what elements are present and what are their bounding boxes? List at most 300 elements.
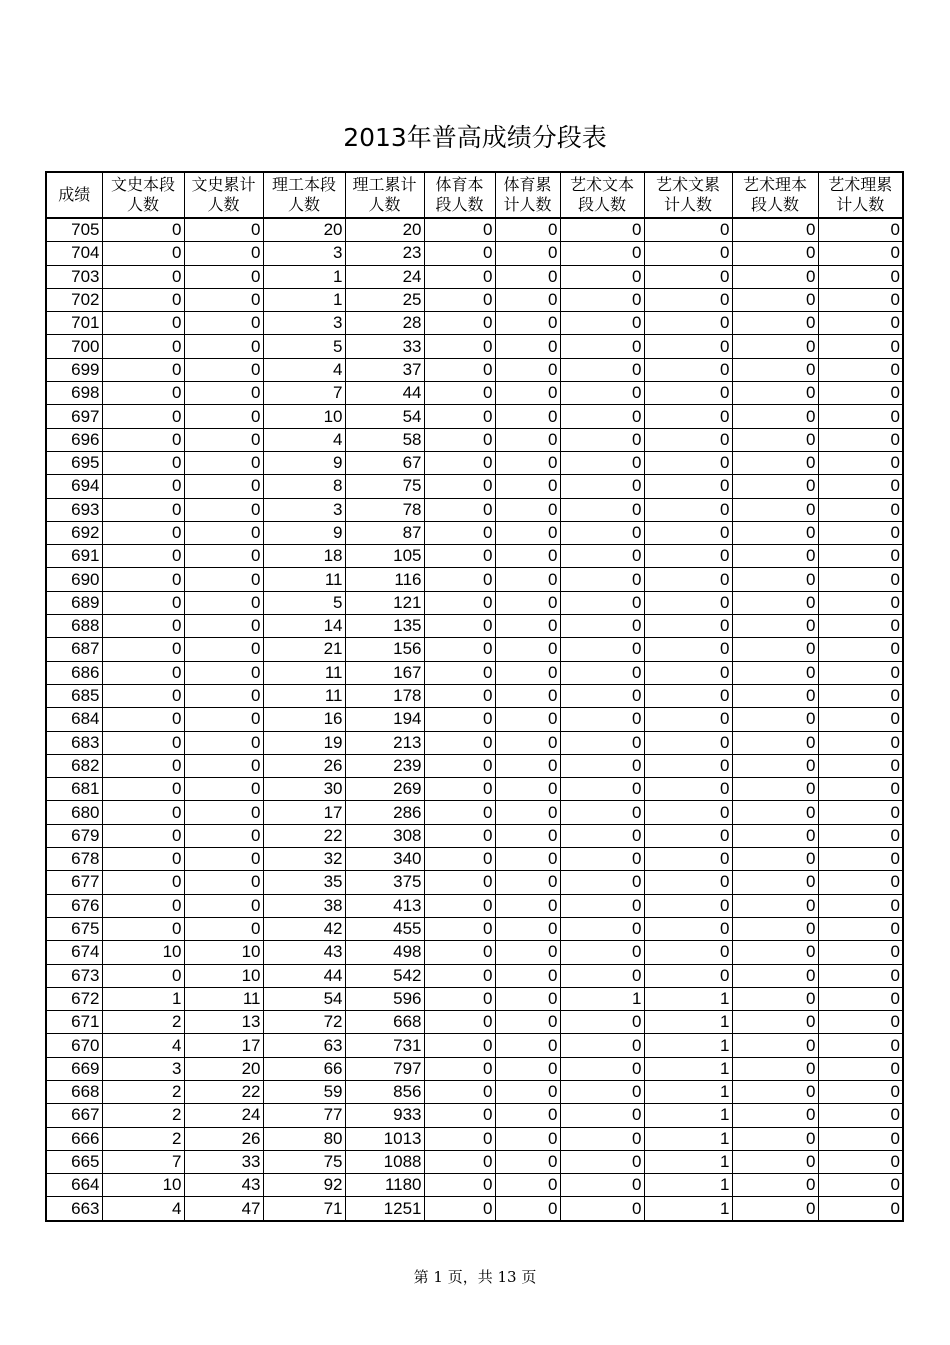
- cell-art-science-segment-count: 0: [732, 1127, 818, 1150]
- header-arts-cumulative-count: [184, 172, 263, 218]
- cell-arts-cumulative-count: 0: [184, 312, 263, 335]
- cell-score: 697: [46, 405, 102, 428]
- cell-art-science-segment-count: 0: [732, 358, 818, 381]
- cell-art-arts-segment-count: 0: [560, 1011, 644, 1034]
- cell-art-science-segment-count: 0: [732, 218, 818, 242]
- cell-arts-cumulative-count: 0: [184, 405, 263, 428]
- cell-art-arts-segment-count: 0: [560, 358, 644, 381]
- cell-art-arts-cumulative-count: 1: [644, 1150, 732, 1173]
- cell-sports-segment-count: 0: [424, 871, 495, 894]
- cell-science-cumulative-count: 269: [345, 778, 424, 801]
- cell-art-science-segment-count: 0: [732, 754, 818, 777]
- cell-art-arts-segment-count: 0: [560, 731, 644, 754]
- cell-sports-cumulative-count: 0: [495, 615, 560, 638]
- cell-art-science-segment-count: 0: [732, 894, 818, 917]
- cell-arts-cumulative-count: 0: [184, 894, 263, 917]
- cell-art-science-segment-count: 0: [732, 638, 818, 661]
- cell-art-arts-cumulative-count: 0: [644, 894, 732, 917]
- cell-science-segment-count: 80: [263, 1127, 345, 1150]
- cell-art-science-cumulative-count: 0: [818, 754, 903, 777]
- cell-arts-cumulative-count: 0: [184, 288, 263, 311]
- cell-art-science-cumulative-count: 0: [818, 708, 903, 731]
- cell-arts-segment-count: 0: [102, 848, 184, 871]
- header-score: [46, 172, 102, 218]
- header-line: 段人数: [577, 195, 626, 214]
- cell-arts-segment-count: 0: [102, 824, 184, 847]
- cell-science-segment-count: 17: [263, 801, 345, 824]
- header-art-science-segment-count: [732, 172, 818, 218]
- table-row: [46, 521, 903, 544]
- cell-science-segment-count: 1: [263, 265, 345, 288]
- cell-score: 691: [46, 545, 102, 568]
- cell-science-segment-count: 4: [263, 358, 345, 381]
- header-line: 理工本段: [271, 175, 336, 194]
- cell-art-science-segment-count: 0: [732, 941, 818, 964]
- cell-arts-segment-count: 3: [102, 1057, 184, 1080]
- cell-sports-segment-count: 0: [424, 894, 495, 917]
- cell-arts-cumulative-count: 0: [184, 615, 263, 638]
- cell-sports-segment-count: 0: [424, 1150, 495, 1173]
- cell-score: 663: [46, 1197, 102, 1221]
- cell-score: 695: [46, 451, 102, 474]
- cell-science-cumulative-count: 20: [345, 218, 424, 242]
- cell-art-science-segment-count: 0: [732, 312, 818, 335]
- header-science-cumulative-count: [345, 172, 424, 218]
- header-line: 艺术文累: [655, 175, 720, 194]
- cell-art-arts-segment-count: 0: [560, 964, 644, 987]
- cell-sports-segment-count: 0: [424, 1034, 495, 1057]
- cell-science-cumulative-count: 1013: [345, 1127, 424, 1150]
- cell-score: 672: [46, 987, 102, 1010]
- cell-sports-cumulative-count: 0: [495, 754, 560, 777]
- cell-arts-cumulative-count: 0: [184, 218, 263, 242]
- cell-science-segment-count: 72: [263, 1011, 345, 1034]
- cell-arts-cumulative-count: 0: [184, 708, 263, 731]
- cell-science-cumulative-count: 24: [345, 265, 424, 288]
- cell-score: 674: [46, 941, 102, 964]
- cell-sports-segment-count: 0: [424, 1011, 495, 1034]
- cell-art-science-cumulative-count: 0: [818, 615, 903, 638]
- cell-art-science-cumulative-count: 0: [818, 1104, 903, 1127]
- cell-score: 702: [46, 288, 102, 311]
- table-row: [46, 312, 903, 335]
- cell-art-arts-cumulative-count: 0: [644, 242, 732, 265]
- header-arts-segment-count: [102, 172, 184, 218]
- cell-science-cumulative-count: 596: [345, 987, 424, 1010]
- cell-arts-cumulative-count: 33: [184, 1150, 263, 1173]
- cell-sports-segment-count: 0: [424, 1104, 495, 1127]
- cell-art-arts-segment-count: 0: [560, 428, 644, 451]
- cell-score: 665: [46, 1150, 102, 1173]
- cell-art-arts-cumulative-count: 0: [644, 731, 732, 754]
- cell-arts-segment-count: 2: [102, 1104, 184, 1127]
- cell-arts-cumulative-count: 0: [184, 917, 263, 940]
- cell-score: 685: [46, 684, 102, 707]
- cell-score: 664: [46, 1174, 102, 1197]
- cell-art-science-segment-count: 0: [732, 521, 818, 544]
- cell-art-arts-segment-count: 0: [560, 1034, 644, 1057]
- cell-art-science-segment-count: 0: [732, 591, 818, 614]
- cell-art-science-cumulative-count: 0: [818, 498, 903, 521]
- cell-science-segment-count: 75: [263, 1150, 345, 1173]
- cell-arts-segment-count: 0: [102, 661, 184, 684]
- cell-score: 701: [46, 312, 102, 335]
- cell-arts-cumulative-count: 0: [184, 568, 263, 591]
- cell-sports-segment-count: 0: [424, 358, 495, 381]
- cell-arts-segment-count: 4: [102, 1197, 184, 1221]
- cell-art-science-cumulative-count: 0: [818, 941, 903, 964]
- cell-art-arts-cumulative-count: 0: [644, 265, 732, 288]
- cell-science-segment-count: 66: [263, 1057, 345, 1080]
- cell-art-arts-segment-count: 0: [560, 708, 644, 731]
- cell-arts-cumulative-count: 0: [184, 358, 263, 381]
- cell-art-science-segment-count: 0: [732, 1034, 818, 1057]
- cell-arts-cumulative-count: 0: [184, 824, 263, 847]
- header-science-segment-count: [263, 172, 345, 218]
- cell-art-arts-segment-count: 1: [560, 987, 644, 1010]
- cell-art-science-segment-count: 0: [732, 1174, 818, 1197]
- cell-art-science-segment-count: 0: [732, 475, 818, 498]
- cell-score: 678: [46, 848, 102, 871]
- header-line: 艺术文本: [569, 175, 634, 194]
- cell-sports-cumulative-count: 0: [495, 545, 560, 568]
- cell-art-science-cumulative-count: 0: [818, 894, 903, 917]
- cell-sports-segment-count: 0: [424, 684, 495, 707]
- cell-science-segment-count: 71: [263, 1197, 345, 1221]
- cell-art-arts-cumulative-count: 1: [644, 1057, 732, 1080]
- cell-arts-segment-count: 2: [102, 1127, 184, 1150]
- cell-arts-segment-count: 0: [102, 731, 184, 754]
- cell-score: 700: [46, 335, 102, 358]
- cell-science-cumulative-count: 498: [345, 941, 424, 964]
- cell-arts-cumulative-count: 0: [184, 731, 263, 754]
- cell-art-science-segment-count: 0: [732, 848, 818, 871]
- cell-art-science-cumulative-count: 0: [818, 335, 903, 358]
- cell-science-segment-count: 20: [263, 218, 345, 242]
- cell-science-segment-count: 9: [263, 521, 345, 544]
- cell-arts-segment-count: 0: [102, 242, 184, 265]
- cell-arts-cumulative-count: 11: [184, 987, 263, 1010]
- cell-sports-segment-count: 0: [424, 335, 495, 358]
- cell-art-arts-segment-count: 0: [560, 1104, 644, 1127]
- cell-score: 688: [46, 615, 102, 638]
- table-row: [46, 1150, 903, 1173]
- cell-art-arts-segment-count: 0: [560, 778, 644, 801]
- cell-art-science-segment-count: 0: [732, 987, 818, 1010]
- cell-arts-segment-count: 0: [102, 894, 184, 917]
- cell-science-segment-count: 92: [263, 1174, 345, 1197]
- header-line: 体育累: [503, 175, 552, 194]
- cell-arts-segment-count: 0: [102, 335, 184, 358]
- cell-art-arts-segment-count: 0: [560, 312, 644, 335]
- cell-score: 670: [46, 1034, 102, 1057]
- cell-score: 705: [46, 218, 102, 242]
- cell-arts-cumulative-count: 0: [184, 451, 263, 474]
- cell-art-arts-segment-count: 0: [560, 288, 644, 311]
- cell-science-cumulative-count: 375: [345, 871, 424, 894]
- cell-science-cumulative-count: 340: [345, 848, 424, 871]
- cell-science-segment-count: 1: [263, 288, 345, 311]
- cell-sports-segment-count: 0: [424, 451, 495, 474]
- table-row: [46, 1104, 903, 1127]
- cell-sports-cumulative-count: 0: [495, 708, 560, 731]
- cell-arts-segment-count: 0: [102, 778, 184, 801]
- cell-art-arts-cumulative-count: 0: [644, 568, 732, 591]
- cell-art-arts-cumulative-count: 0: [644, 941, 732, 964]
- cell-art-science-cumulative-count: 0: [818, 661, 903, 684]
- table-row: [46, 987, 903, 1010]
- cell-art-science-cumulative-count: 0: [818, 1127, 903, 1150]
- cell-score: 675: [46, 917, 102, 940]
- header-line: 体育本: [435, 175, 484, 194]
- cell-science-segment-count: 18: [263, 545, 345, 568]
- cell-arts-cumulative-count: 0: [184, 638, 263, 661]
- cell-art-arts-segment-count: 0: [560, 382, 644, 405]
- cell-art-science-cumulative-count: 0: [818, 405, 903, 428]
- cell-art-arts-segment-count: 0: [560, 475, 644, 498]
- cell-art-arts-cumulative-count: 1: [644, 1127, 732, 1150]
- cell-art-arts-segment-count: 0: [560, 871, 644, 894]
- cell-science-cumulative-count: 286: [345, 801, 424, 824]
- cell-arts-cumulative-count: 17: [184, 1034, 263, 1057]
- cell-science-segment-count: 59: [263, 1080, 345, 1103]
- cell-sports-segment-count: 0: [424, 1174, 495, 1197]
- cell-art-arts-cumulative-count: 0: [644, 288, 732, 311]
- cell-art-arts-cumulative-count: 0: [644, 708, 732, 731]
- cell-sports-segment-count: 0: [424, 708, 495, 731]
- cell-sports-cumulative-count: 0: [495, 1034, 560, 1057]
- header-line: 人数: [287, 195, 320, 214]
- cell-science-segment-count: 16: [263, 708, 345, 731]
- cell-art-arts-cumulative-count: 0: [644, 754, 732, 777]
- header-line: 计人数: [836, 195, 885, 214]
- cell-sports-segment-count: 0: [424, 591, 495, 614]
- table-body: [46, 218, 903, 1221]
- cell-art-science-cumulative-count: 0: [818, 382, 903, 405]
- cell-art-arts-segment-count: 0: [560, 684, 644, 707]
- cell-art-arts-cumulative-count: 0: [644, 498, 732, 521]
- cell-science-cumulative-count: 135: [345, 615, 424, 638]
- cell-science-segment-count: 4: [263, 428, 345, 451]
- cell-art-arts-cumulative-count: 0: [644, 661, 732, 684]
- cell-score: 686: [46, 661, 102, 684]
- cell-art-science-segment-count: 0: [732, 451, 818, 474]
- cell-science-cumulative-count: 44: [345, 382, 424, 405]
- cell-science-segment-count: 19: [263, 731, 345, 754]
- cell-art-arts-cumulative-count: 0: [644, 591, 732, 614]
- cell-art-science-segment-count: 0: [732, 824, 818, 847]
- cell-arts-segment-count: 0: [102, 684, 184, 707]
- cell-art-arts-cumulative-count: 1: [644, 1174, 732, 1197]
- cell-art-arts-cumulative-count: 0: [644, 871, 732, 894]
- cell-art-science-cumulative-count: 0: [818, 521, 903, 544]
- cell-sports-cumulative-count: 0: [495, 1011, 560, 1034]
- table-row: [46, 824, 903, 847]
- cell-sports-cumulative-count: 0: [495, 824, 560, 847]
- cell-score: 692: [46, 521, 102, 544]
- table-row: [46, 917, 903, 940]
- cell-arts-cumulative-count: 0: [184, 428, 263, 451]
- cell-score: 699: [46, 358, 102, 381]
- cell-arts-segment-count: 10: [102, 941, 184, 964]
- cell-art-arts-segment-count: 0: [560, 545, 644, 568]
- cell-art-science-segment-count: 0: [732, 428, 818, 451]
- cell-art-arts-segment-count: 0: [560, 801, 644, 824]
- cell-sports-segment-count: 0: [424, 288, 495, 311]
- table-row: [46, 871, 903, 894]
- cell-art-arts-segment-count: 0: [560, 591, 644, 614]
- cell-arts-cumulative-count: 24: [184, 1104, 263, 1127]
- cell-art-science-cumulative-count: 0: [818, 218, 903, 242]
- cell-arts-cumulative-count: 13: [184, 1011, 263, 1034]
- cell-sports-cumulative-count: 0: [495, 731, 560, 754]
- cell-score: 667: [46, 1104, 102, 1127]
- table-row: [46, 1127, 903, 1150]
- cell-art-arts-cumulative-count: 0: [644, 428, 732, 451]
- cell-science-segment-count: 54: [263, 987, 345, 1010]
- cell-science-cumulative-count: 856: [345, 1080, 424, 1103]
- cell-art-science-cumulative-count: 0: [818, 1080, 903, 1103]
- cell-score: 682: [46, 754, 102, 777]
- cell-arts-segment-count: 10: [102, 1174, 184, 1197]
- cell-art-science-segment-count: 0: [732, 1011, 818, 1034]
- cell-score: 690: [46, 568, 102, 591]
- cell-sports-cumulative-count: 0: [495, 498, 560, 521]
- cell-art-science-cumulative-count: 0: [818, 917, 903, 940]
- cell-sports-segment-count: 0: [424, 801, 495, 824]
- cell-science-segment-count: 22: [263, 824, 345, 847]
- cell-science-cumulative-count: 213: [345, 731, 424, 754]
- cell-sports-segment-count: 0: [424, 1197, 495, 1221]
- cell-sports-cumulative-count: 0: [495, 312, 560, 335]
- cell-arts-segment-count: 0: [102, 358, 184, 381]
- cell-sports-cumulative-count: 0: [495, 941, 560, 964]
- cell-sports-cumulative-count: 0: [495, 848, 560, 871]
- cell-score: 666: [46, 1127, 102, 1150]
- table-row: [46, 754, 903, 777]
- table-row: [46, 1057, 903, 1080]
- cell-score: 689: [46, 591, 102, 614]
- cell-science-cumulative-count: 1088: [345, 1150, 424, 1173]
- table-row: [46, 615, 903, 638]
- cell-sports-cumulative-count: 0: [495, 871, 560, 894]
- cell-science-cumulative-count: 23: [345, 242, 424, 265]
- cell-sports-segment-count: 0: [424, 917, 495, 940]
- cell-art-science-segment-count: 0: [732, 615, 818, 638]
- cell-arts-segment-count: 0: [102, 591, 184, 614]
- cell-sports-cumulative-count: 0: [495, 1080, 560, 1103]
- cell-art-arts-cumulative-count: 0: [644, 335, 732, 358]
- table-row: [46, 265, 903, 288]
- cell-art-arts-segment-count: 0: [560, 1057, 644, 1080]
- header-line: 段人数: [435, 195, 484, 214]
- cell-science-cumulative-count: 455: [345, 917, 424, 940]
- cell-score: 669: [46, 1057, 102, 1080]
- cell-arts-segment-count: 0: [102, 218, 184, 242]
- cell-art-arts-segment-count: 0: [560, 521, 644, 544]
- cell-sports-cumulative-count: 0: [495, 801, 560, 824]
- cell-art-science-cumulative-count: 0: [818, 1197, 903, 1221]
- cell-art-arts-segment-count: 0: [560, 638, 644, 661]
- cell-art-arts-segment-count: 0: [560, 1174, 644, 1197]
- cell-science-cumulative-count: 156: [345, 638, 424, 661]
- cell-arts-segment-count: 0: [102, 265, 184, 288]
- table-row: [46, 242, 903, 265]
- cell-art-arts-cumulative-count: 0: [644, 848, 732, 871]
- cell-science-segment-count: 10: [263, 405, 345, 428]
- cell-sports-segment-count: 0: [424, 1057, 495, 1080]
- cell-art-science-segment-count: 0: [732, 964, 818, 987]
- cell-sports-segment-count: 0: [424, 941, 495, 964]
- cell-sports-cumulative-count: 0: [495, 218, 560, 242]
- header-line: 艺术理累: [828, 175, 893, 194]
- table-row: [46, 1080, 903, 1103]
- cell-arts-cumulative-count: 0: [184, 382, 263, 405]
- cell-sports-segment-count: 0: [424, 265, 495, 288]
- cell-science-cumulative-count: 731: [345, 1034, 424, 1057]
- cell-art-science-segment-count: 0: [732, 265, 818, 288]
- cell-art-science-segment-count: 0: [732, 1150, 818, 1173]
- table-row: [46, 1034, 903, 1057]
- cell-science-cumulative-count: 194: [345, 708, 424, 731]
- cell-science-segment-count: 11: [263, 568, 345, 591]
- cell-art-science-segment-count: 0: [732, 871, 818, 894]
- cell-art-arts-segment-count: 0: [560, 218, 644, 242]
- cell-art-arts-segment-count: 0: [560, 917, 644, 940]
- cell-science-cumulative-count: 25: [345, 288, 424, 311]
- cell-art-arts-cumulative-count: 0: [644, 475, 732, 498]
- table-row: [46, 1174, 903, 1197]
- cell-science-segment-count: 38: [263, 894, 345, 917]
- cell-art-science-cumulative-count: 0: [818, 428, 903, 451]
- cell-science-cumulative-count: 37: [345, 358, 424, 381]
- cell-arts-segment-count: 0: [102, 545, 184, 568]
- cell-science-cumulative-count: 87: [345, 521, 424, 544]
- cell-art-arts-segment-count: 0: [560, 405, 644, 428]
- cell-science-cumulative-count: 167: [345, 661, 424, 684]
- cell-arts-cumulative-count: 0: [184, 265, 263, 288]
- cell-sports-segment-count: 0: [424, 218, 495, 242]
- cell-art-arts-segment-count: 0: [560, 1150, 644, 1173]
- cell-arts-segment-count: 0: [102, 638, 184, 661]
- cell-art-arts-cumulative-count: 1: [644, 1011, 732, 1034]
- cell-art-arts-cumulative-count: 0: [644, 382, 732, 405]
- cell-art-arts-cumulative-count: 0: [644, 778, 732, 801]
- cell-science-cumulative-count: 67: [345, 451, 424, 474]
- cell-sports-segment-count: 0: [424, 405, 495, 428]
- table-row: [46, 451, 903, 474]
- cell-science-segment-count: 5: [263, 591, 345, 614]
- header-line: 计人数: [503, 195, 552, 214]
- cell-sports-segment-count: 0: [424, 1127, 495, 1150]
- header-art-science-cumulative-count: [818, 172, 903, 218]
- cell-art-arts-cumulative-count: 0: [644, 358, 732, 381]
- cell-art-science-cumulative-count: 0: [818, 1174, 903, 1197]
- cell-score: 703: [46, 265, 102, 288]
- cell-science-cumulative-count: 105: [345, 545, 424, 568]
- cell-art-science-segment-count: 0: [732, 801, 818, 824]
- cell-art-science-cumulative-count: 0: [818, 801, 903, 824]
- cell-art-arts-segment-count: 0: [560, 941, 644, 964]
- cell-sports-cumulative-count: 0: [495, 1104, 560, 1127]
- cell-sports-segment-count: 0: [424, 545, 495, 568]
- cell-arts-segment-count: 2: [102, 1011, 184, 1034]
- table-row: [46, 545, 903, 568]
- cell-arts-segment-count: 1: [102, 987, 184, 1010]
- cell-sports-cumulative-count: 0: [495, 987, 560, 1010]
- cell-arts-segment-count: 0: [102, 498, 184, 521]
- cell-art-science-segment-count: 0: [732, 1080, 818, 1103]
